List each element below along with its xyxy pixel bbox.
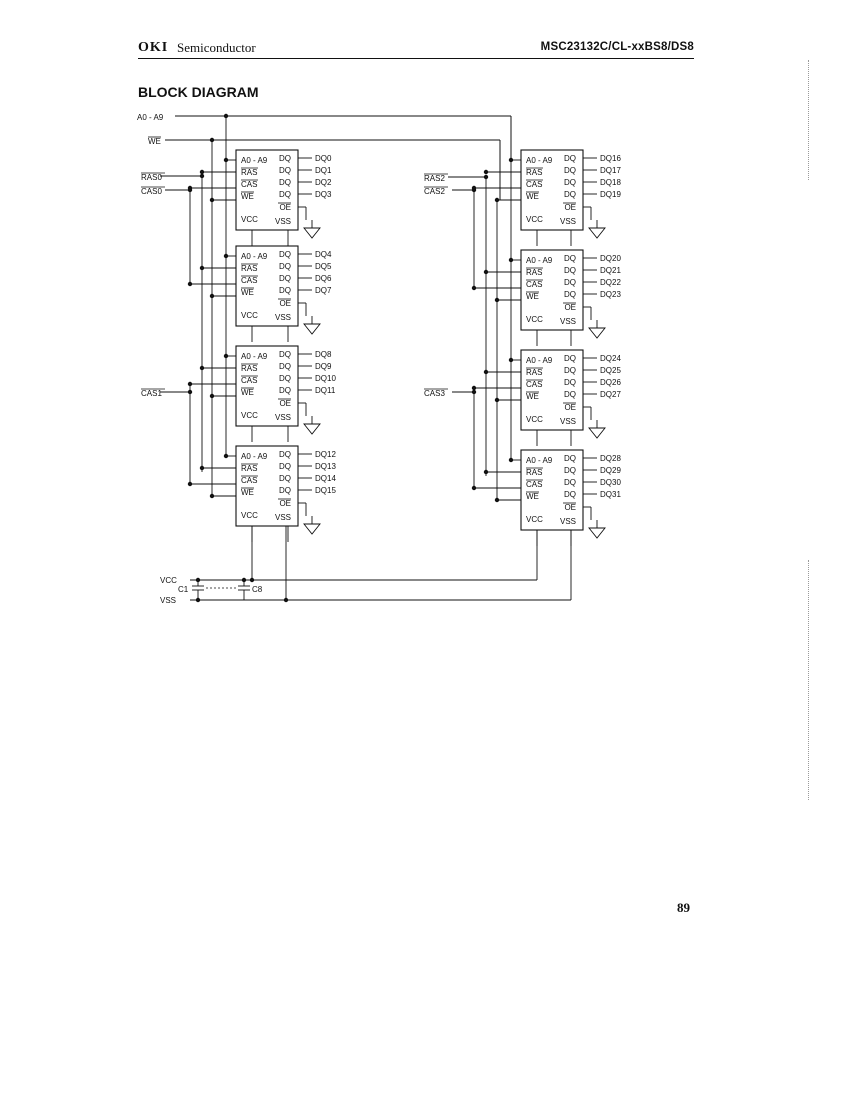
dram-chip [521,250,583,330]
junction-dot [188,186,192,190]
chip-pin-oe: OE [279,203,291,212]
chip-pin-dq: DQ [279,154,291,163]
chip-pin-ras: RAS [241,264,258,273]
chip-pin-we: WE [241,192,254,201]
chip-pin-we: WE [526,492,539,501]
dram-chip [521,350,583,430]
junction-dot [200,466,204,470]
chip-pin-addr: A0 - A9 [241,452,268,461]
dq-output-label: DQ7 [315,286,332,295]
junction-dot [200,174,204,178]
dq-output-label: DQ9 [315,362,332,371]
dq-output-label: DQ3 [315,190,332,199]
junction-dot [200,366,204,370]
ground-icon [589,520,605,538]
junction-dot [484,175,488,179]
junction-dot [224,354,228,358]
junction-dot [224,114,228,118]
chip-pin-addr: A0 - A9 [241,252,268,261]
chip-pin-vss: VSS [274,313,291,322]
chip-pin-we: WE [241,288,254,297]
chip-pin-we: WE [241,488,254,497]
chip-pin-dq: DQ [564,190,576,199]
dq-output-label: DQ10 [315,374,336,383]
chip-pin-dq: DQ [564,166,576,175]
power-label-vcc: VCC [160,576,177,585]
chip-pin-ras: RAS [526,468,543,477]
chip-pin-dq: DQ [564,154,576,163]
dq-output-label: DQ31 [600,490,621,499]
dq-output-label: DQ23 [600,290,621,299]
junction-dot [484,470,488,474]
chip-pin-vcc: VCC [241,311,258,320]
chip-pin-oe: OE [279,399,291,408]
scan-edge-mark [808,60,809,180]
chip-pin-dq: DQ [279,350,291,359]
junction-dot [200,266,204,270]
junction-dot [210,294,214,298]
dq-output-label: DQ21 [600,266,621,275]
dq-output-label: DQ24 [600,354,621,363]
chip-pin-dq: DQ [564,490,576,499]
ground-icon [304,416,320,434]
input-label-ras0: RAS0 [141,173,162,182]
chip-pin-dq: DQ [564,478,576,487]
junction-dot [210,198,214,202]
part-number: MSC23132C/CL-xxBS8/DS8 [540,41,694,53]
chip-pin-dq: DQ [279,286,291,295]
chip-pin-vss: VSS [274,217,291,226]
power-label-vss: VSS [160,596,177,605]
ground-icon [304,220,320,238]
chip-pin-cas: CAS [526,380,543,389]
chip-pin-dq: DQ [279,362,291,371]
junction-dot [472,286,476,290]
chip-pin-vcc: VCC [526,515,543,524]
chip-pin-vcc: VCC [241,511,258,520]
chip-pin-oe: OE [564,403,576,412]
chip-pin-we: WE [241,388,254,397]
chip-pin-dq: DQ [279,462,291,471]
dq-output-label: DQ30 [600,478,621,487]
chip-pin-dq: DQ [279,262,291,271]
junction-dot [210,494,214,498]
junction-dot [495,498,499,502]
dram-chip [236,150,298,230]
junction-dot [484,370,488,374]
junction-dot [242,578,246,582]
dq-output-label: DQ1 [315,166,332,175]
input-label-ras2: RAS2 [424,174,445,183]
chip-pin-vss: VSS [559,217,576,226]
chip-pin-dq: DQ [279,386,291,395]
dq-output-label: DQ25 [600,366,621,375]
junction-dot [188,390,192,394]
dq-output-label: DQ20 [600,254,621,263]
dq-output-label: DQ29 [600,466,621,475]
junction-dot [284,598,288,602]
input-label-cas1: CAS1 [141,389,162,398]
chip-pin-dq: DQ [564,378,576,387]
ground-icon [589,320,605,338]
chip-pin-oe: OE [564,303,576,312]
junction-dot [210,394,214,398]
dq-output-label: DQ26 [600,378,621,387]
brand-subtitle: Semiconductor [177,40,256,55]
chip-pin-dq: DQ [564,254,576,263]
chip-pin-cas: CAS [241,180,258,189]
chip-pin-dq: DQ [279,274,291,283]
chip-pin-oe: OE [279,299,291,308]
chip-pin-addr: A0 - A9 [241,352,268,361]
dq-output-label: DQ12 [315,450,336,459]
dq-output-label: DQ16 [600,154,621,163]
chip-pin-we: WE [526,292,539,301]
dq-output-label: DQ15 [315,486,336,495]
junction-dot [484,270,488,274]
dq-output-label: DQ22 [600,278,621,287]
junction-dot [472,486,476,490]
input-label-cas3: CAS3 [424,389,445,398]
junction-dot [188,382,192,386]
chip-pin-addr: A0 - A9 [526,456,553,465]
chip-pin-addr: A0 - A9 [241,156,268,165]
dq-output-label: DQ18 [600,178,621,187]
junction-dot [250,578,254,582]
dram-chip [521,450,583,530]
chip-pin-dq: DQ [564,178,576,187]
chip-pin-dq: DQ [564,366,576,375]
dq-output-label: DQ8 [315,350,332,359]
chip-pin-dq: DQ [279,474,291,483]
brand-logo: OKI [138,40,169,55]
input-label-cas2: CAS2 [424,187,445,196]
chip-pin-dq: DQ [564,354,576,363]
chip-pin-ras: RAS [526,268,543,277]
chip-pin-oe: OE [279,499,291,508]
ground-icon [589,220,605,238]
dq-output-label: DQ0 [315,154,332,163]
ground-icon [589,420,605,438]
chip-pin-dq: DQ [279,250,291,259]
junction-dot [188,282,192,286]
chip-pin-dq: DQ [564,390,576,399]
junction-dot [509,458,513,462]
chip-pin-dq: DQ [279,486,291,495]
chip-pin-ras: RAS [241,168,258,177]
dram-chip [521,150,583,230]
scan-edge-mark [808,560,809,800]
cap-label-c1: C1 [178,585,189,594]
chip-pin-dq: DQ [279,450,291,459]
junction-dot [210,138,214,142]
junction-dot [509,258,513,262]
chip-pin-ras: RAS [241,464,258,473]
junction-dot [224,454,228,458]
chip-pin-dq: DQ [564,278,576,287]
junction-dot [188,482,192,486]
dram-chip [236,346,298,426]
chip-pin-dq: DQ [564,454,576,463]
cap-label-c8: C8 [252,585,263,594]
chip-pin-ras: RAS [526,168,543,177]
dram-chip [236,446,298,526]
chip-pin-ras: RAS [241,364,258,373]
junction-dot [509,158,513,162]
junction-dot [495,398,499,402]
junction-dot [472,390,476,394]
dram-chip [236,246,298,326]
dq-output-label: DQ27 [600,390,621,399]
chip-pin-addr: A0 - A9 [526,256,553,265]
chip-pin-vss: VSS [274,413,291,422]
junction-dot [196,598,200,602]
input-label-address: A0 - A9 [137,113,164,122]
junction-dot [509,358,513,362]
junction-dot [224,158,228,162]
junction-dot [495,198,499,202]
input-label-cas0: CAS0 [141,187,162,196]
dq-output-label: DQ11 [315,386,336,395]
chip-pin-addr: A0 - A9 [526,156,553,165]
ground-icon [304,516,320,534]
junction-dot [472,186,476,190]
ground-icon [304,316,320,334]
chip-pin-vcc: VCC [526,415,543,424]
chip-pin-dq: DQ [279,374,291,383]
junction-dot [224,254,228,258]
chip-pin-dq: DQ [564,290,576,299]
dq-output-label: DQ17 [600,166,621,175]
chip-pin-cas: CAS [526,480,543,489]
chip-pin-cas: CAS [241,376,258,385]
dq-output-label: DQ6 [315,274,332,283]
input-label-we: WE [148,137,161,146]
chip-pin-addr: A0 - A9 [526,356,553,365]
chip-pin-oe: OE [564,203,576,212]
page-number: 89 [677,900,690,915]
junction-dot [200,170,204,174]
chip-pin-dq: DQ [279,166,291,175]
junction-dot [484,170,488,174]
dq-output-label: DQ13 [315,462,336,471]
dq-output-label: DQ19 [600,190,621,199]
chip-pin-cas: CAS [526,280,543,289]
chip-pin-vss: VSS [559,517,576,526]
chip-pin-dq: DQ [564,466,576,475]
chip-pin-vss: VSS [559,417,576,426]
chip-pin-we: WE [526,192,539,201]
chip-pin-vcc: VCC [526,215,543,224]
junction-dot [495,298,499,302]
chip-pin-cas: CAS [241,476,258,485]
chip-pin-cas: CAS [241,276,258,285]
chip-pin-we: WE [526,392,539,401]
chip-pin-cas: CAS [526,180,543,189]
chip-pin-vcc: VCC [526,315,543,324]
section-title: BLOCK DIAGRAM [138,84,259,100]
chip-pin-oe: OE [564,503,576,512]
chip-pin-vcc: VCC [241,215,258,224]
dq-output-label: DQ14 [315,474,336,483]
chip-pin-dq: DQ [279,178,291,187]
chip-pin-dq: DQ [564,266,576,275]
chip-pin-vss: VSS [559,317,576,326]
dq-output-label: DQ2 [315,178,332,187]
dq-output-label: DQ28 [600,454,621,463]
chip-pin-vcc: VCC [241,411,258,420]
chip-pin-ras: RAS [526,368,543,377]
chip-pin-vss: VSS [274,513,291,522]
junction-dot [196,578,200,582]
dq-output-label: DQ5 [315,262,332,271]
chip-pin-dq: DQ [279,190,291,199]
dq-output-label: DQ4 [315,250,332,259]
junction-dot [472,386,476,390]
